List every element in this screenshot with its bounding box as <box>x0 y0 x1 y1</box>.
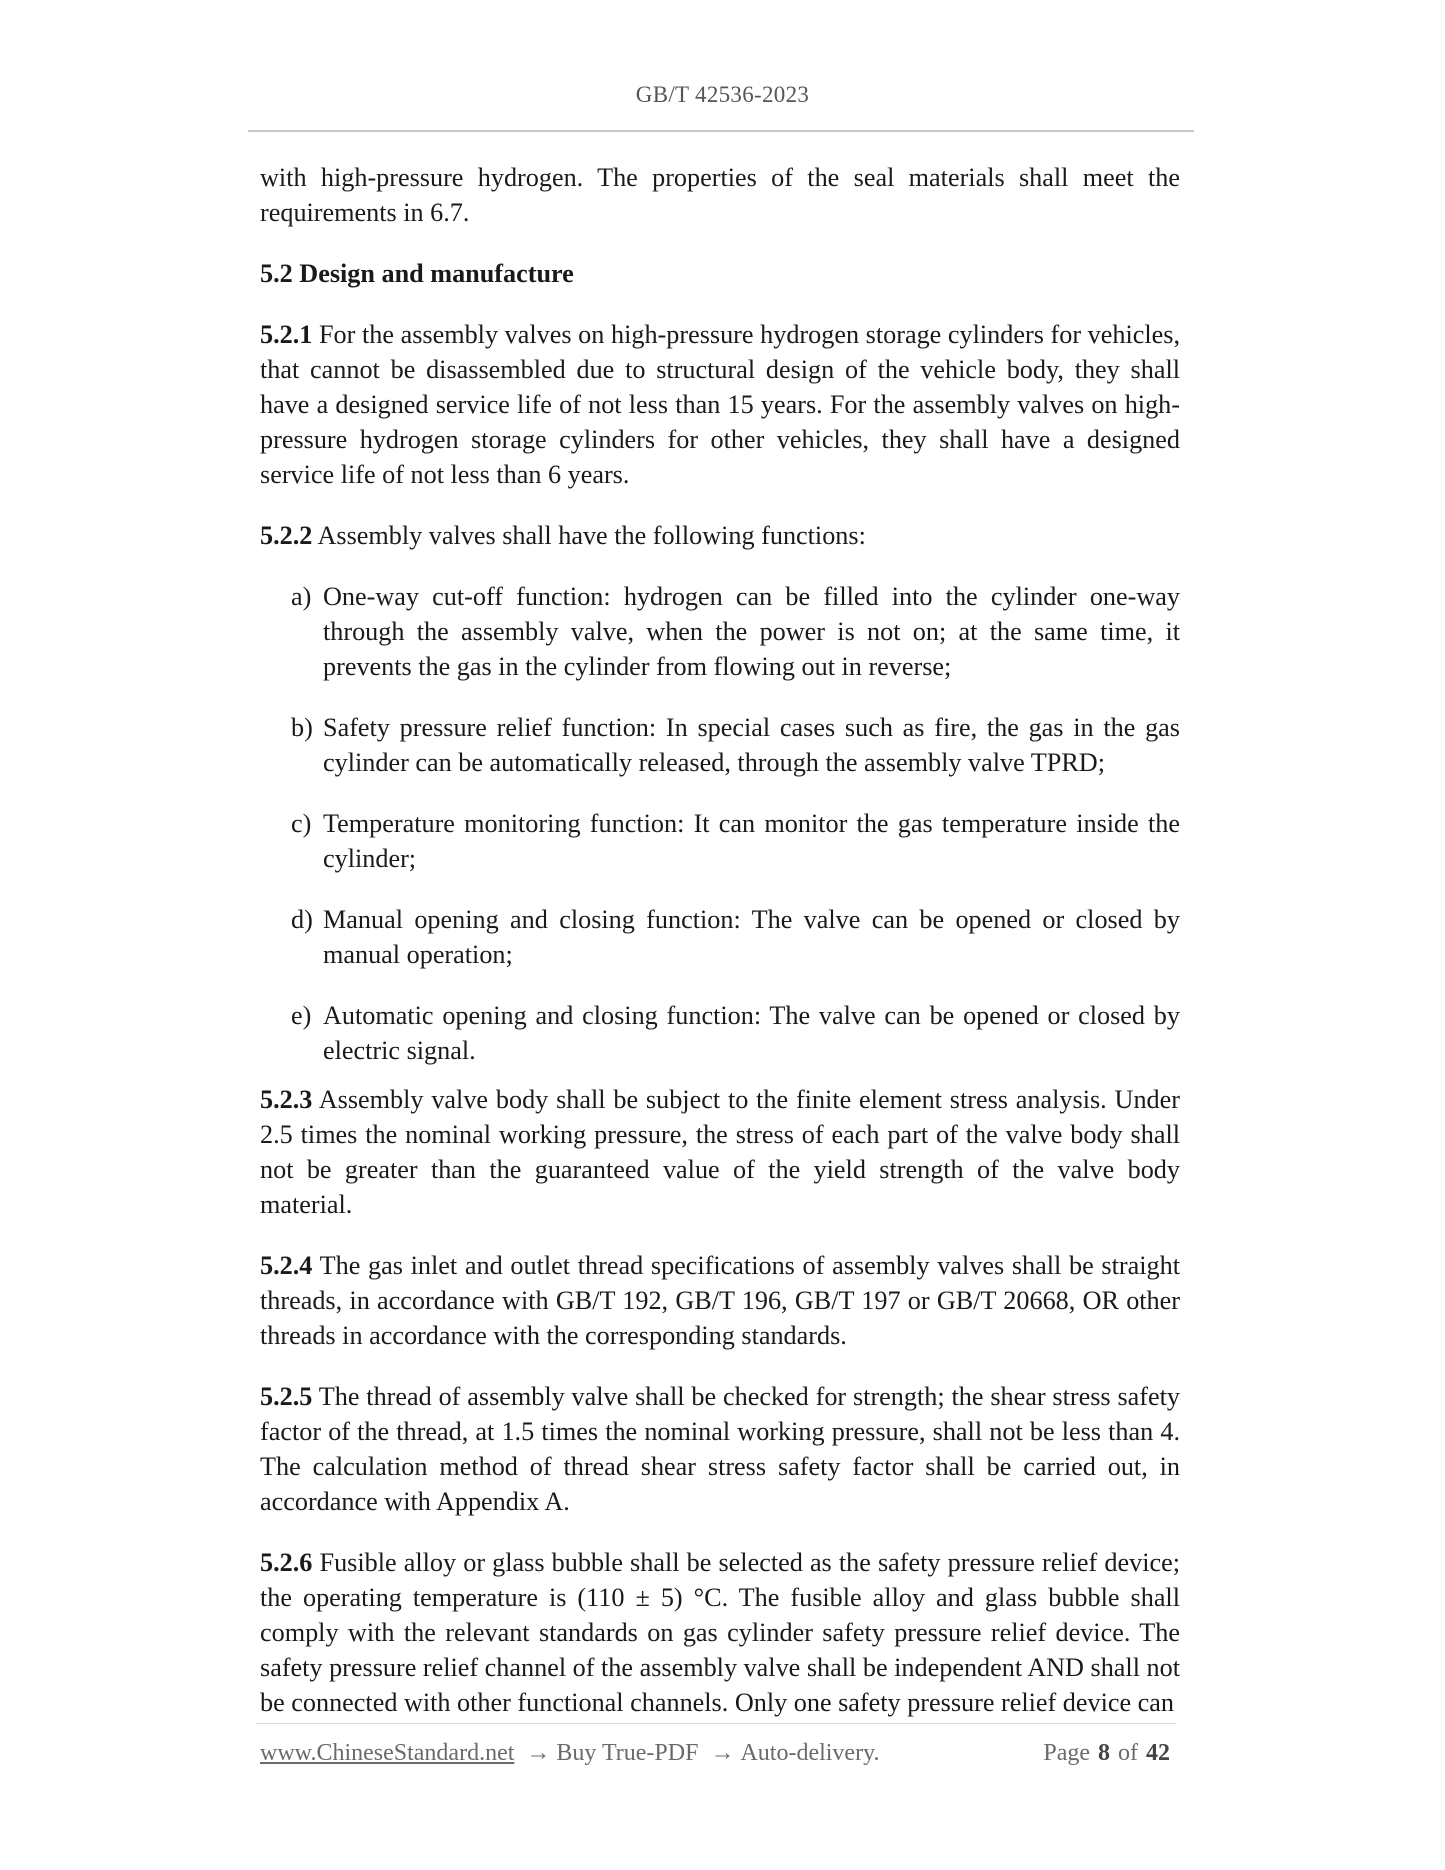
page-of: of <box>1118 1740 1138 1766</box>
auto-delivery-text: Auto-delivery. <box>740 1740 880 1766</box>
list-item-text: Manual opening and closing function: The valve can be opened or closed by manual operation; <box>323 905 1180 969</box>
buy-pdf-text: Buy True-PDF <box>556 1740 699 1766</box>
footer-promo <box>260 1740 880 1767</box>
list-item <box>260 579 1180 684</box>
list-marker: c) <box>291 809 312 838</box>
clause-number: 5.2.5 <box>260 1382 313 1411</box>
list-item <box>260 806 1180 876</box>
footer-divider <box>256 1723 1176 1724</box>
clause-text: The thread of assembly valve shall be checked for strength; the shear stress safety factor of the thread, at 1.5 times the nominal working pressure, shall not be less than 4. The calculation method of thread shear stress safety factor shall be carried out, in accordance with Appendix A. <box>260 1382 1180 1516</box>
list-item <box>260 710 1180 780</box>
clause-5-2-4 <box>260 1248 1180 1353</box>
clause-text: Fusible alloy or glass bubble shall be selected as the safety pressure relief device; the operating temperature is (110 ± 5) °C. The fusible alloy and glass bubble shall comply with the relevant standards on gas cylinder safety pressure relief device. The safety pressure relief channel of the assembly valve shall be independent AND shall not be connected with other functional channels. Only one safety pressure relief device can <box>260 1548 1180 1717</box>
clause-number: 5.2.2 <box>260 521 313 550</box>
arrow-right-icon: → <box>526 1740 551 1766</box>
list-item-text: Temperature monitoring function: It can monitor the gas temperature inside the cylinder; <box>323 809 1180 873</box>
clause-number: 5.2.1 <box>260 320 313 349</box>
function-list <box>260 579 1180 1068</box>
list-marker: b) <box>291 713 313 742</box>
page-current: 8 <box>1098 1740 1110 1766</box>
arrow-right-icon: → <box>710 1740 735 1766</box>
intro-paragraph: with high-pressure hydrogen. The properties of the seal materials shall meet the requirements in 6.7. <box>260 163 1180 227</box>
clause-number: 5.2.4 <box>260 1251 313 1280</box>
list-item-text: One-way cut-off function: hydrogen can be filled into the cylinder one-way through the assembly valve, when the power is not on; at the same time, it prevents the gas in the cylinder from flowing out in reverse; <box>323 582 1180 681</box>
list-item <box>260 998 1180 1068</box>
page-footer <box>260 1740 1178 1767</box>
clause-text: For the assembly valves on high-pressure hydrogen storage cylinders for vehicles, that cannot be disassembled due to structural design of the vehicle body, they shall have a designed service life of not less than 15 years. For the assembly valves on high-pressure hydrogen storage cylinders for other vehicles, they shall have a designed service life of not less than 6 years. <box>260 320 1180 489</box>
list-item-text: Safety pressure relief function: In special cases such as fire, the gas in the gas cylinder can be automatically released, through the assembly valve TPRD; <box>323 713 1180 777</box>
page-label: Page <box>1043 1740 1090 1766</box>
clause-text: Assembly valve body shall be subject to the finite element stress analysis. Under 2.5 times the nominal working pressure, the stress of each part of the valve body shall not be greater than the guaranteed value of the yield strength of the valve body material. <box>260 1085 1180 1219</box>
clause-5-2-6 <box>260 1545 1180 1720</box>
header-divider <box>248 130 1194 132</box>
clause-number: 5.2.3 <box>260 1085 313 1114</box>
clause-text: Assembly valves shall have the following functions: <box>312 521 866 550</box>
section-heading: 5.2 Design and manufacture <box>260 259 574 288</box>
document-body <box>260 160 1180 1720</box>
list-marker: a) <box>291 582 312 611</box>
page-total: 42 <box>1146 1740 1170 1766</box>
clause-5-2-1 <box>260 317 1180 492</box>
list-item-text: Automatic opening and closing function: The valve can be opened or closed by electric signal. <box>323 1001 1180 1065</box>
clause-text: The gas inlet and outlet thread specifications of assembly valves shall be straight threads, in accordance with GB/T 192, GB/T 196, GB/T 197 or GB/T 20668, OR other threads in accordance with the corresponding standards. <box>260 1251 1180 1350</box>
list-marker: e) <box>291 1001 312 1030</box>
clause-5-2-3 <box>260 1082 1180 1222</box>
page-indicator <box>1043 1740 1178 1767</box>
clause-5-2-5 <box>260 1379 1180 1519</box>
list-marker: d) <box>291 905 313 934</box>
clause-number: 5.2.6 <box>260 1548 313 1577</box>
list-item <box>260 902 1180 972</box>
clause-5-2-2 <box>260 518 1180 553</box>
page-header: GB/T 42536-2023 <box>635 82 810 107</box>
website-link[interactable]: www.ChineseStandard.net <box>260 1740 515 1766</box>
